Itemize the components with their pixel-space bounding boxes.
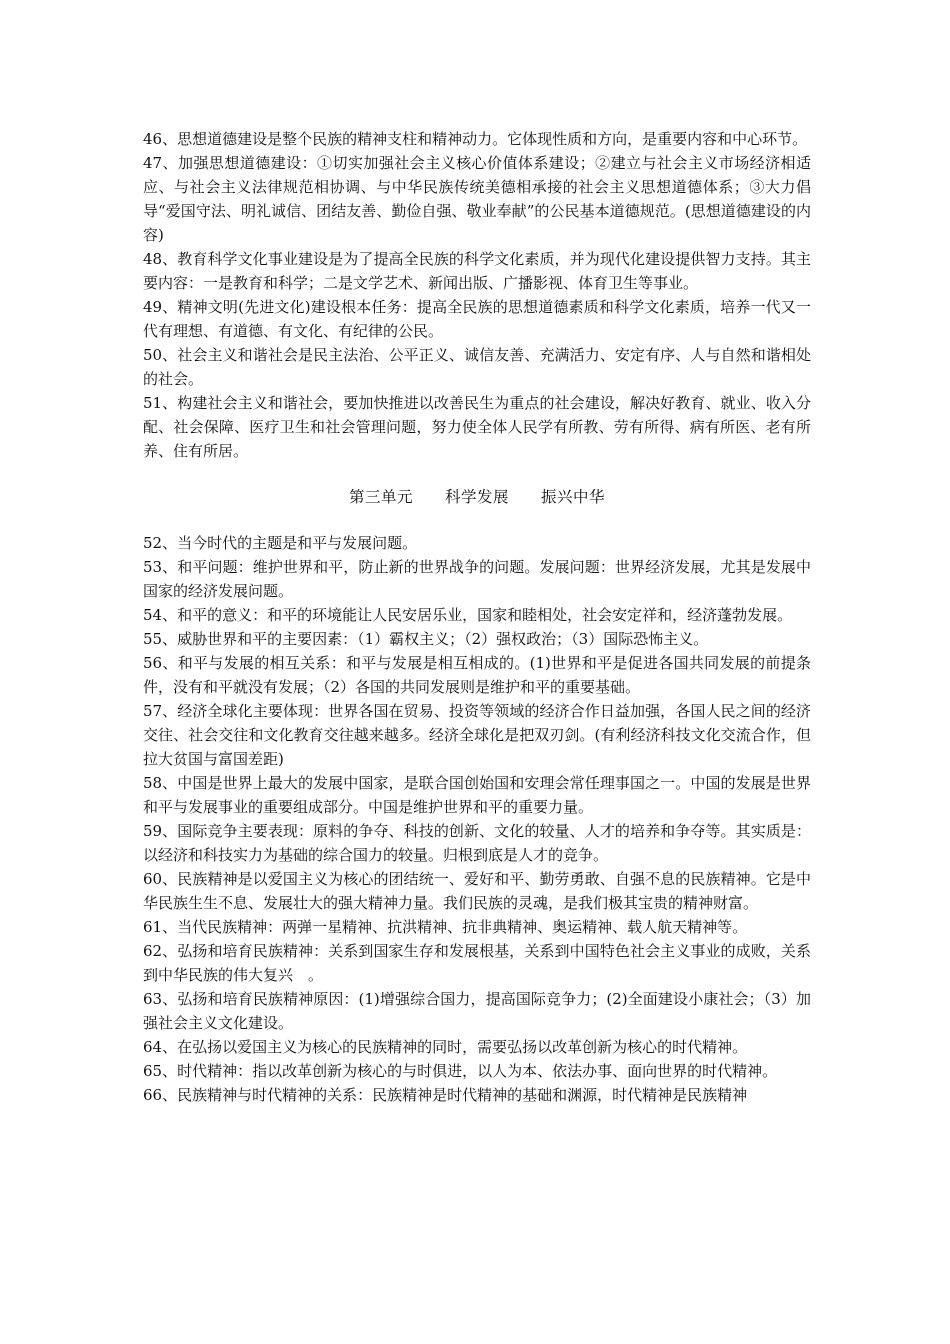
paragraph-51: 51、构建社会主义和谐社会，要加快推进以改善民生为重点的社会建设，解决好教育、就业、收入分配、社会保障、医疗卫生和社会管理问题，努力使全体人民学有所教、劳有所得、病有所医、老有所养、住有所居。: [143, 394, 811, 460]
paragraph-47: 47、加强思想道德建设：①切实加强社会主义核心价值体系建设；②建立与社会主义市场经济相适应、与社会主义法律规范相协调、与中华民族传统美德相承接的社会主义思想道德体系；③大力倡导“爱国守法、明礼诚信、团结友善、勤俭自强、敬业奉献”的公民基本道德规范。(思想道德建设的内容): [143, 154, 811, 244]
paragraph-57: 57、经济全球化主要体现：世界各国在贸易、投资等领域的经济合作日益加强，各国人民之间的经济交往、社会交往和文化教育交往越来越多。经济全球化是把双刃剑。(有利经济科技文化交流合作，但拉大贫国与富国差距): [143, 702, 811, 768]
paragraph-60: 60、民族精神是以爱国主义为核心的团结统一、爱好和平、勤劳勇敢、自强不息的民族精神。它是中华民族生生不息、发展壮大的强大精神力量。我们民族的灵魂，是我们极其宝贵的精神财富。: [143, 870, 811, 912]
paragraph-58: 58、中国是世界上最大的发展中国家，是联合国创始国和安理会常任理事国之一。中国的发展是世界和平与发展事业的重要组成部分。中国是维护世界和平的重要力量。: [143, 774, 811, 816]
paragraph-62: 62、弘扬和培育民族精神：关系到国家生存和发展根基，关系到中国特色社会主义事业的成败，关系到中华民族的伟大复兴 。: [143, 942, 811, 984]
paragraph-56: 56、和平与发展的相互关系：和平与发展是相互相成的。(1)世界和平是促进各国共同发展的前提条件，没有和平就没有发展；（2）各国的共同发展则是维护和平的重要基础。: [143, 654, 811, 696]
paragraph-61: 61、当代民族精神：两弹一星精神、抗洪精神、抗非典精神、奥运精神、载人航天精神等。: [143, 918, 748, 936]
paragraph-46: 46、思想道德建设是整个民族的精神支柱和精神动力。它体现性质和方向，是重要内容和中心环节。: [143, 130, 808, 148]
paragraph-52: 52、当今时代的主题是和平与发展问题。: [143, 534, 418, 552]
paragraph-49: 49、精神文明(先进文化)建设根本任务：提高全民族的思想道德素质和科学文化素质，培养一代又一代有理想、有道德、有文化、有纪律的公民。: [143, 298, 811, 340]
paragraph-65: 65、时代精神：指以改革创新为核心的与时俱进，以人为本、依法办事、面向世界的时代精神。: [143, 1062, 778, 1080]
unit-heading: [143, 485, 811, 509]
section-before: [143, 127, 811, 463]
document-page: [143, 127, 811, 1107]
paragraph-55: 55、威胁世界和平的主要因素：（1）霸权主义；（2）强权政治；（3）国际恐怖主义。: [143, 630, 709, 648]
paragraph-59: 59、国际竞争主要表现：原料的争夺、科技的创新、文化的较量、人才的培养和争夺等。其实质是：以经济和科技实力为基础的综合国力的较量。归根到底是人才的竞争。: [143, 822, 811, 864]
paragraph-50: 50、社会主义和谐社会是民主法治、公平正义、诚信友善、充满活力、安定有序、人与自然和谐相处的社会。: [143, 346, 811, 388]
unit-heading-part-2: 科学发展: [444, 488, 509, 506]
paragraph-64: 64、在弘扬以爱国主义为核心的民族精神的同时，需要弘扬以改革创新为核心的时代精神。: [143, 1038, 748, 1056]
paragraph-53: 53、和平问题：维护世界和平，防止新的世界战争的问题。发展问题：世界经济发展，尤其是发展中国家的经济发展问题。: [143, 558, 811, 600]
unit-heading-part-1: 第三单元: [348, 488, 413, 506]
paragraph-54: 54、和平的意义：和平的环境能让人民安居乐业，国家和睦相处，社会安定祥和，经济蓬勃发展。: [143, 606, 793, 624]
paragraph-66: 66、民族精神与时代精神的关系：民族精神是时代精神的基础和渊源，时代精神是民族精神: [143, 1086, 748, 1104]
unit-heading-part-3: 振兴中华: [541, 488, 606, 506]
section-after: [143, 531, 811, 1107]
paragraph-48: 48、教育科学文化事业建设是为了提高全民族的科学文化素质，并为现代化建设提供智力支持。其主要内容：一是教育和科学；二是文学艺术、新闻出版、广播影视、体育卫生等事业。: [143, 250, 811, 292]
paragraph-63: 63、弘扬和培育民族精神原因：(1)增强综合国力，提高国际竞争力；(2)全面建设小康社会；（3）加强社会主义文化建设。: [143, 990, 811, 1032]
